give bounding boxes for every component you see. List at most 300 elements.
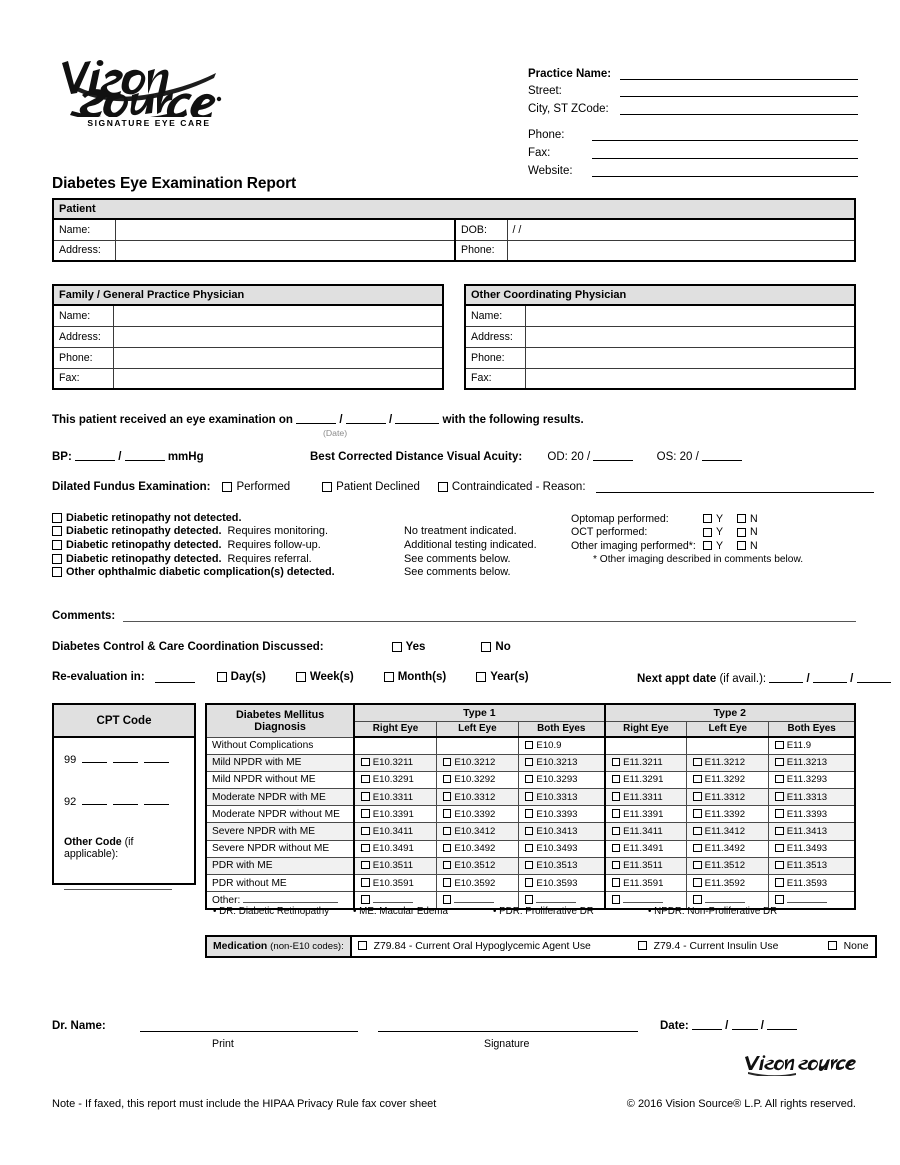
checkbox-oct-no[interactable] <box>737 528 746 537</box>
diagnosis-code-label: E10.3293 <box>536 774 578 786</box>
checkbox-dx-t2-4-1[interactable] <box>693 809 702 818</box>
finding-action-2: Requires follow-up. <box>227 538 321 551</box>
bp-diastolic-input[interactable] <box>125 449 165 461</box>
diagnosis-code-cell <box>687 737 769 754</box>
checkbox-retinopathy-referral[interactable] <box>52 554 62 564</box>
imaging-row-optomap <box>571 512 803 526</box>
checkbox-retinopathy-monitoring[interactable] <box>52 526 62 536</box>
diagnosis-row-label: Severe NPDR with ME <box>206 823 354 840</box>
diagnosis-code-label: E10.3411 <box>372 826 414 838</box>
fax-note: Note - If faxed, this report must include the HIPAA Privacy Rule fax cover sheet <box>52 1098 437 1110</box>
cpt-99-digit-3[interactable] <box>144 752 169 763</box>
diagnosis-code-cell[interactable] <box>769 857 855 874</box>
checkbox-dx-t1-5-0[interactable] <box>361 827 370 836</box>
diagnosis-code-cell[interactable] <box>436 840 518 857</box>
diagnosis-column-header <box>206 704 354 737</box>
diagnosis-code-cell <box>436 737 518 754</box>
diagnosis-table-body <box>206 737 855 909</box>
logo-tagline: SIGNATURE EYE CARE <box>87 118 211 128</box>
finding-note-3: See comments below. <box>404 552 511 565</box>
reeval-weeks-label: Week(s) <box>309 671 354 683</box>
checkbox-dx-t1-3-1[interactable] <box>443 792 452 801</box>
diagnosis-code-cell[interactable] <box>687 806 769 823</box>
diagnosis-code-label: E10.3511 <box>372 860 414 872</box>
diagnosis-code-cell[interactable] <box>769 840 855 857</box>
diagnosis-code-cell[interactable] <box>687 875 769 892</box>
checkbox-reeval-weeks[interactable] <box>296 672 306 682</box>
phone-input[interactable] <box>592 128 858 141</box>
diagnosis-code-cell[interactable] <box>769 806 855 823</box>
medication-option-insulin <box>638 941 828 952</box>
diagnosis-code-cell[interactable] <box>518 806 604 823</box>
type1-right-eye-header: Right Eye <box>354 721 436 737</box>
checkbox-reeval-months[interactable] <box>384 672 394 682</box>
checkbox-dx-t2-7-0[interactable] <box>612 861 621 870</box>
other-physician-name-input[interactable] <box>525 305 855 326</box>
patient-section <box>52 198 856 262</box>
diagnosis-code-cell[interactable] <box>769 737 855 754</box>
diagnosis-code-cell[interactable] <box>605 789 687 806</box>
checkbox-dx-t1-7-0[interactable] <box>361 861 370 870</box>
finding-label-1: Diabetic retinopathy detected. <box>66 525 222 538</box>
checkbox-dx-other-3[interactable] <box>612 895 621 904</box>
diagnosis-code-cell[interactable] <box>518 840 604 857</box>
diagnosis-code-cell[interactable] <box>354 840 436 857</box>
diagnosis-code-cell[interactable] <box>605 771 687 788</box>
checkbox-reeval-years[interactable] <box>476 672 486 682</box>
checkbox-dx-t2-0-2[interactable] <box>775 741 784 750</box>
diagnosis-code-cell[interactable] <box>769 754 855 771</box>
diagnosis-code-label: E11.3593 <box>786 877 828 889</box>
checkbox-retinopathy-not-detected[interactable] <box>52 513 62 523</box>
diagnosis-code-label: E11.3592 <box>704 877 746 889</box>
checkbox-dx-t1-6-2[interactable] <box>525 844 534 853</box>
checkbox-optomap-yes[interactable] <box>703 514 712 523</box>
family-physician-address-input[interactable] <box>113 326 443 347</box>
diagnosis-code-label: E11.3313 <box>786 791 828 803</box>
diagnosis-code-cell[interactable] <box>687 823 769 840</box>
table-row <box>53 199 855 219</box>
other-physician-fax-input[interactable] <box>525 368 855 389</box>
diagnosis-code-label: E10.3292 <box>454 774 496 786</box>
dx-other-code-input-3[interactable] <box>623 895 663 903</box>
table-row <box>206 789 855 806</box>
diagnosis-code-label: E11.3512 <box>704 860 746 872</box>
signature-date-day-input[interactable] <box>732 1018 758 1030</box>
table-row <box>206 936 876 957</box>
checkbox-dx-t2-5-0[interactable] <box>612 827 621 836</box>
checkbox-dx-t1-5-1[interactable] <box>443 827 452 836</box>
checkbox-retinopathy-followup[interactable] <box>52 540 62 550</box>
diagnosis-code-cell[interactable] <box>354 823 436 840</box>
checkbox-dx-t2-3-2[interactable] <box>775 792 784 801</box>
checkbox-dx-t1-1-0[interactable] <box>361 758 370 767</box>
diagnosis-code-cell[interactable] <box>436 806 518 823</box>
diagnosis-code-label: E10.3593 <box>536 877 578 889</box>
diagnosis-code-label: E11.3511 <box>623 860 663 872</box>
diagnosis-code-cell[interactable] <box>354 789 436 806</box>
checkbox-dx-t1-8-2[interactable] <box>525 878 534 887</box>
diagnosis-code-cell[interactable] <box>354 771 436 788</box>
diagnosis-code-cell[interactable] <box>436 875 518 892</box>
diagnosis-code-cell[interactable] <box>354 875 436 892</box>
checkbox-other-imaging-no[interactable] <box>737 541 746 550</box>
dx-other-code-input-4[interactable] <box>705 895 745 903</box>
checkbox-dx-t1-2-0[interactable] <box>361 775 370 784</box>
legend-item-npdr: • NPDR: Non-Proliferative DR <box>648 906 778 917</box>
os-value-input[interactable] <box>702 449 742 461</box>
medication-section <box>205 935 869 958</box>
exam-statement-pre: This patient received an eye examination on <box>52 414 293 426</box>
cpt-92-digit-2[interactable] <box>113 794 138 805</box>
checkbox-dx-t2-6-0[interactable] <box>612 844 621 853</box>
checkbox-dfe-contraindicated[interactable] <box>438 482 448 492</box>
cpt-99-digit-2[interactable] <box>113 752 138 763</box>
checkbox-dx-t1-4-0[interactable] <box>361 809 370 818</box>
finding-label-4: Other ophthalmic diabetic complication(s) detected. <box>66 566 335 579</box>
table-row <box>465 368 855 389</box>
next-appt-year-input[interactable] <box>857 671 891 683</box>
cpt-body <box>54 738 194 890</box>
checkbox-dx-t2-7-1[interactable] <box>693 861 702 870</box>
care-coordination-yes-label: Yes <box>405 641 426 653</box>
diagnosis-code-cell[interactable] <box>354 806 436 823</box>
reevaluation-row <box>52 671 529 683</box>
diagnosis-code-label: E10.3212 <box>454 757 496 769</box>
diagnosis-code-cell[interactable] <box>687 754 769 771</box>
diagnosis-code-label: E11.3411 <box>623 826 663 838</box>
checkbox-dx-t1-1-2[interactable] <box>525 758 534 767</box>
diagnosis-code-cell[interactable] <box>518 857 604 874</box>
checkbox-dx-t1-0-2[interactable] <box>525 741 534 750</box>
cpt-other-label: Other Code <box>64 836 122 848</box>
other-imaging-yes-label: Y <box>716 539 724 552</box>
diagnosis-code-label: E11.3393 <box>786 808 828 820</box>
checkbox-care-coordination-no[interactable] <box>481 642 491 652</box>
diagnosis-header-line2: Diagnosis <box>254 720 306 733</box>
diagnosis-code-label: E11.3491 <box>623 843 664 855</box>
diagnosis-code-cell[interactable] <box>436 771 518 788</box>
checkbox-dx-t2-3-1[interactable] <box>693 792 702 801</box>
checkbox-other-imaging-yes[interactable] <box>703 541 712 550</box>
diagnosis-code-cell[interactable] <box>518 737 604 754</box>
dx-other-code-input-2[interactable] <box>536 895 576 903</box>
checkbox-dx-t1-2-2[interactable] <box>525 775 534 784</box>
diagnosis-code-cell[interactable] <box>518 789 604 806</box>
diagnosis-code-label: E10.3592 <box>454 877 496 889</box>
print-caption: Print <box>212 1038 234 1050</box>
diagnosis-code-cell[interactable] <box>518 875 604 892</box>
diagnosis-code-cell[interactable] <box>769 789 855 806</box>
checkbox-dx-other-1[interactable] <box>443 895 452 904</box>
family-physician-section <box>52 284 444 390</box>
checkbox-dx-t2-7-2[interactable] <box>775 861 784 870</box>
diagnosis-code-cell[interactable] <box>605 823 687 840</box>
diagnosis-code-cell[interactable] <box>436 823 518 840</box>
exam-date-day-input[interactable] <box>346 412 386 424</box>
checkbox-dx-t1-4-2[interactable] <box>525 809 534 818</box>
phone-label: Phone: <box>528 129 565 142</box>
cpt-92-digit-3[interactable] <box>144 794 169 805</box>
signature-captions <box>52 1032 856 1054</box>
checkbox-dx-other-2[interactable] <box>525 895 534 904</box>
checkbox-dx-t2-4-2[interactable] <box>775 809 784 818</box>
street-input[interactable] <box>620 84 858 97</box>
family-physician-header: Family / General Practice Physician <box>53 285 443 305</box>
diagnosis-code-cell[interactable] <box>687 857 769 874</box>
table-row <box>465 326 855 347</box>
checkbox-dx-t1-6-0[interactable] <box>361 844 370 853</box>
diagnosis-code-cell[interactable] <box>605 754 687 771</box>
table-row <box>53 305 443 326</box>
checkbox-dx-t1-1-1[interactable] <box>443 758 452 767</box>
doctor-print-input[interactable] <box>140 1019 358 1032</box>
table-row <box>206 875 855 892</box>
diagnosis-code-label: E11.3493 <box>786 843 828 855</box>
od-value-input[interactable] <box>593 449 633 461</box>
diagnosis-code-label: E11.3412 <box>704 826 746 838</box>
reevaluation-amount-input[interactable] <box>155 671 195 683</box>
checkbox-dx-t1-7-2[interactable] <box>525 861 534 870</box>
diagnosis-code-cell[interactable] <box>518 771 604 788</box>
website-input[interactable] <box>592 164 858 177</box>
diagnosis-code-cell[interactable] <box>605 840 687 857</box>
finding-row-referral <box>52 552 511 566</box>
fax-label: Fax: <box>528 146 551 159</box>
os-label: OS: 20 / <box>656 451 699 463</box>
diagnosis-code-cell <box>354 737 436 754</box>
type1-group-header: Type 1 <box>354 704 604 721</box>
finding-row-monitoring <box>52 525 517 539</box>
diagnosis-code-cell[interactable] <box>354 857 436 874</box>
checkbox-dx-t2-6-1[interactable] <box>693 844 702 853</box>
comments-input[interactable] <box>123 609 856 622</box>
diagnosis-code-label: E11.3591 <box>623 877 664 889</box>
cpt-other-code-input[interactable] <box>64 880 172 890</box>
checkbox-reeval-days[interactable] <box>217 672 227 682</box>
diagnosis-code-cell[interactable] <box>769 823 855 840</box>
type2-left-eye-header: Left Eye <box>687 721 769 737</box>
contact-spacer <box>528 115 858 124</box>
diagnosis-code-cell[interactable] <box>436 789 518 806</box>
contact-row-phone <box>528 124 858 142</box>
legend-item-dr: • DR: Diabetic Retinopathy <box>213 906 330 917</box>
diagnosis-code-cell <box>605 737 687 754</box>
checkbox-dx-t1-3-2[interactable] <box>525 792 534 801</box>
next-appt-day-input[interactable] <box>813 671 847 683</box>
finding-row-other-complication <box>52 565 511 579</box>
checkbox-optomap-no[interactable] <box>737 514 746 523</box>
legend-item-pdr: • PDR: Proliferative DR <box>493 906 594 917</box>
dfe-reason-input[interactable] <box>596 481 874 493</box>
signature-date-month-input[interactable] <box>692 1018 722 1030</box>
diagnosis-row-label: Moderate NPDR with ME <box>206 789 354 806</box>
medication-label-note: (non-E10 codes): <box>270 941 344 952</box>
checkbox-dx-t2-5-1[interactable] <box>693 827 702 836</box>
diagnosis-code-cell[interactable] <box>605 875 687 892</box>
legend-item-me: • ME: Macular Edema <box>353 906 448 917</box>
checkbox-dx-t1-6-1[interactable] <box>443 844 452 853</box>
dx-other-code-input-1[interactable] <box>454 895 494 903</box>
table-row <box>206 823 855 840</box>
diagnosis-code-label: E10.3211 <box>372 757 414 769</box>
finding-note-2: Additional testing indicated. <box>404 538 537 551</box>
table-row <box>53 240 855 261</box>
diagnosis-code-label: E11.3212 <box>704 757 746 769</box>
checkbox-care-coordination-yes[interactable] <box>392 642 402 652</box>
checkbox-dx-t2-8-2[interactable] <box>775 878 784 887</box>
diagnosis-code-label: E10.3413 <box>536 826 578 838</box>
bcva-label: Best Corrected Distance Visual Acuity: <box>310 451 523 463</box>
care-coordination-label: Diabetes Control & Care Coordination Discussed: <box>52 641 324 653</box>
checkbox-dx-t2-1-2[interactable] <box>775 758 784 767</box>
table-row <box>206 840 855 857</box>
medication-label-cell <box>206 936 351 957</box>
patient-address-input[interactable] <box>115 240 455 261</box>
diagnosis-code-cell[interactable] <box>769 771 855 788</box>
table-row <box>206 857 855 874</box>
exam-date-year-input[interactable] <box>395 412 439 424</box>
dfe-declined-label: Patient Declined <box>336 481 420 493</box>
diagnosis-code-label: E10.3512 <box>454 860 496 872</box>
diagnosis-code-cell[interactable] <box>436 754 518 771</box>
checkbox-dx-t1-8-1[interactable] <box>443 878 452 887</box>
vision-source-logo <box>52 55 232 128</box>
checkbox-dx-t1-8-0[interactable] <box>361 878 370 887</box>
diagnosis-code-cell[interactable] <box>687 771 769 788</box>
contact-row-street <box>528 80 858 98</box>
diagnosis-header-line1: Diabetes Mellitus <box>236 708 325 721</box>
other-physician-table <box>464 284 856 390</box>
footer-vision-source-mark <box>742 1054 860 1079</box>
checkbox-dx-t2-1-0[interactable] <box>612 758 621 767</box>
other-diagnosis-input[interactable] <box>243 894 338 903</box>
patient-section-header: Patient <box>53 199 855 219</box>
checkbox-other-complication[interactable] <box>52 567 62 577</box>
fax-input[interactable] <box>592 146 858 159</box>
table-row <box>206 704 855 721</box>
diagnosis-code-cell[interactable] <box>605 806 687 823</box>
imaging-footnote: * Other imaging described in comments below. <box>593 553 804 565</box>
care-coordination-no-label: No <box>495 641 511 653</box>
diagnosis-code-label: E10.3213 <box>536 757 578 769</box>
practice-name-input[interactable] <box>620 67 858 80</box>
diagnosis-code-label: E10.3492 <box>454 843 496 855</box>
diagnosis-code-cell[interactable] <box>518 823 604 840</box>
cpt-99-digit-1[interactable] <box>82 752 107 763</box>
checkbox-oral-hypoglycemic[interactable] <box>358 941 367 950</box>
next-appt-note: (if avail.): <box>719 673 767 685</box>
diagnosis-code-cell[interactable] <box>518 754 604 771</box>
doctor-signature-input[interactable] <box>378 1019 638 1032</box>
checkbox-dx-t1-5-2[interactable] <box>525 827 534 836</box>
family-physician-name-input[interactable] <box>113 305 443 326</box>
diagnosis-row-label: Moderate NPDR without ME <box>206 806 354 823</box>
checkbox-dfe-performed[interactable] <box>222 482 232 492</box>
dx-other-code-input-5[interactable] <box>787 895 827 903</box>
diagnosis-code-cell[interactable] <box>687 840 769 857</box>
checkbox-dfe-declined[interactable] <box>322 482 332 492</box>
comments-row <box>52 609 856 622</box>
signature-date-label: Date: <box>660 1020 689 1032</box>
type2-group-header: Type 2 <box>605 704 855 721</box>
finding-label-2: Diabetic retinopathy detected. <box>66 538 222 551</box>
checkbox-dx-t2-5-2[interactable] <box>775 827 784 836</box>
care-coordination-row <box>52 641 511 653</box>
checkbox-insulin-use[interactable] <box>638 941 647 950</box>
diagnosis-code-cell[interactable] <box>354 754 436 771</box>
checkbox-dx-t2-3-0[interactable] <box>612 792 621 801</box>
checkbox-dx-t2-2-1[interactable] <box>693 775 702 784</box>
signature-date-year-input[interactable] <box>767 1018 797 1030</box>
family-physician-fax-input[interactable] <box>113 368 443 389</box>
table-row <box>53 326 443 347</box>
diagnosis-code-cell[interactable] <box>605 857 687 874</box>
checkbox-dx-other-5[interactable] <box>775 895 784 904</box>
checkbox-dx-t2-6-2[interactable] <box>775 844 784 853</box>
city-input[interactable] <box>620 102 858 115</box>
practice-name-label: Practice Name: <box>528 67 612 80</box>
page-title: Diabetes Eye Examination Report <box>52 175 297 192</box>
patient-phone-input[interactable] <box>507 240 855 261</box>
cpt-92-digit-1[interactable] <box>82 794 107 805</box>
checkbox-dx-t2-2-0[interactable] <box>612 775 621 784</box>
checkbox-dx-t2-1-1[interactable] <box>693 758 702 767</box>
checkbox-dx-other-0[interactable] <box>361 895 370 904</box>
checkbox-dx-other-4[interactable] <box>693 895 702 904</box>
checkbox-dx-t1-4-1[interactable] <box>443 809 452 818</box>
diagnosis-code-cell[interactable] <box>436 857 518 874</box>
checkbox-dx-t1-7-1[interactable] <box>443 861 452 870</box>
cpt-other-code-label-row <box>64 836 184 860</box>
other-physician-phone-input[interactable] <box>525 347 855 368</box>
other-physician-header: Other Coordinating Physician <box>465 285 855 305</box>
next-appt-month-input[interactable] <box>769 671 803 683</box>
checkbox-dx-t1-2-1[interactable] <box>443 775 452 784</box>
diagnosis-code-label: E10.9 <box>536 740 562 752</box>
medication-options-row <box>358 941 869 952</box>
diagnosis-code-label: E11.3391 <box>623 808 664 820</box>
logo-script-icon <box>52 55 232 117</box>
diagnosis-code-cell[interactable] <box>687 789 769 806</box>
diagnosis-code-cell[interactable] <box>769 875 855 892</box>
doctor-name-label: Dr. Name: <box>52 1020 106 1032</box>
retinopathy-findings-group <box>52 511 537 579</box>
cpt-92-prefix: 92 <box>64 796 77 808</box>
next-appt-label: Next appt date <box>637 673 717 685</box>
exam-date-month-input[interactable] <box>296 412 336 424</box>
checkbox-dx-t2-8-1[interactable] <box>693 878 702 887</box>
checkbox-dx-t2-8-0[interactable] <box>612 878 621 887</box>
finding-row-followup <box>52 538 537 552</box>
other-physician-address-input[interactable] <box>525 326 855 347</box>
checkbox-dx-t2-4-0[interactable] <box>612 809 621 818</box>
patient-name-input[interactable] <box>115 219 455 240</box>
checkbox-dx-t1-3-0[interactable] <box>361 792 370 801</box>
checkbox-oct-yes[interactable] <box>703 528 712 537</box>
family-physician-phone-input[interactable] <box>113 347 443 368</box>
dx-other-code-input-0[interactable] <box>373 895 413 903</box>
patient-dob-input[interactable]: / / <box>507 219 855 240</box>
table-row <box>53 368 443 389</box>
checkbox-medication-none[interactable] <box>828 941 837 950</box>
checkbox-dx-t2-2-2[interactable] <box>775 775 784 784</box>
finding-action-1: Requires monitoring. <box>227 525 329 538</box>
diagnosis-code-label: E10.3312 <box>454 791 496 803</box>
bp-systolic-input[interactable] <box>75 449 115 461</box>
finding-note-1: No treatment indicated. <box>404 525 517 538</box>
cpt-other-note: (if applicable): <box>64 836 134 860</box>
